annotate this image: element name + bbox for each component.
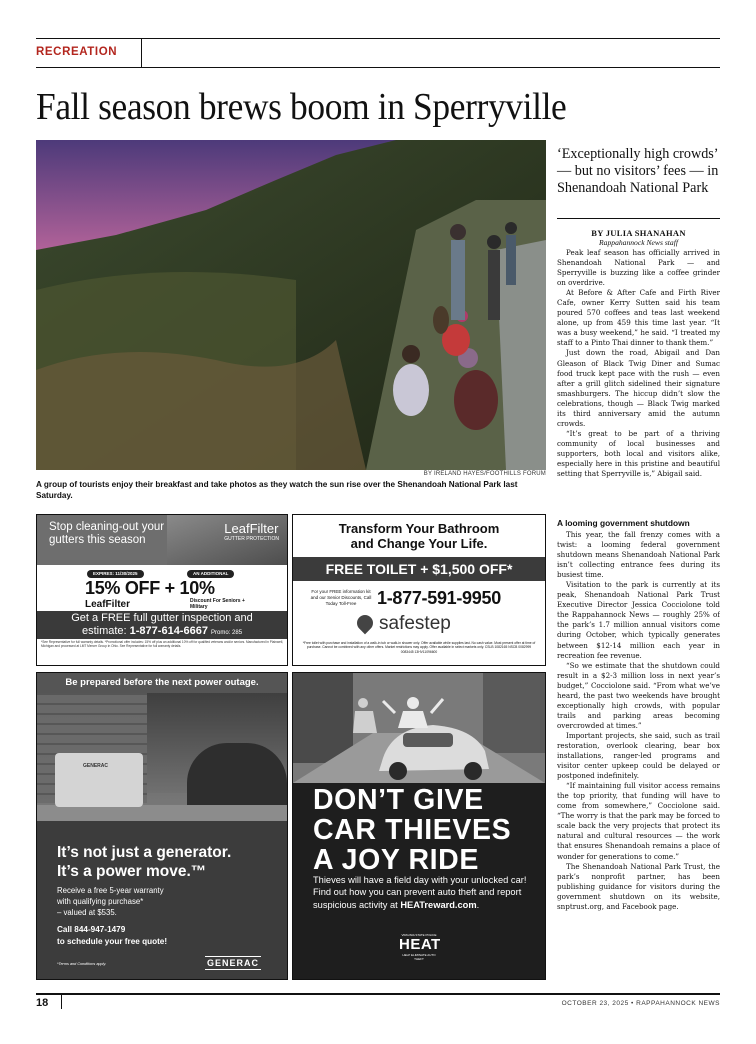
offer-text: 15% OFF + 10% xyxy=(85,578,215,598)
info-kit-note: For your FREE information kit and our Senior Discounts, Call Today Toll-Free xyxy=(310,589,372,606)
logo-top: VIRGINIA STATE POLICE xyxy=(401,933,437,937)
body-line: Receive a free 5-year warranty xyxy=(57,886,164,895)
cta-line: Get a FREE full gutter inspection and xyxy=(71,612,253,624)
ad-headline: Stop cleaning-out your gutters this season xyxy=(49,521,165,546)
section-label: RECREATION xyxy=(36,46,118,58)
offer-bar: FREE TOILET + $1,500 OFF* xyxy=(293,557,545,581)
ad-headline xyxy=(313,785,543,875)
byline: BY JULIA SHANAHAN xyxy=(591,228,686,238)
paragraph: Just down the road, Abigail and Dan Gleason of Black Twig Diner and Sumac food truck kept pace with the rush — even after a grill glitch sidelined their signature smashburgers. The hiccup didn’t slow the celebrations, though — Black Twig marked its third anniversary amid the autumn crowds. xyxy=(557,348,720,428)
discount-note: Discount For Seniors + Military xyxy=(190,598,245,610)
page-number: 18 xyxy=(36,997,49,1009)
additional-badge: AN ADDITIONAL xyxy=(187,570,234,578)
shrub xyxy=(187,743,287,811)
headline-line: A JOY RIDE xyxy=(313,844,479,876)
ad-banner: Be prepared before the next power outage. xyxy=(37,673,287,693)
cta-line: to schedule your free quote! xyxy=(57,937,168,946)
paragraph: Peak leaf season has officially arrived in Shenandoah National Park — and Sperryville is buzzing like a coffee grinder on overdrive. xyxy=(557,248,720,288)
ad-body xyxy=(57,885,267,918)
footer-rule xyxy=(36,993,720,995)
cta-line-2 xyxy=(37,625,287,640)
article-body-part1 xyxy=(557,248,720,513)
section-divider xyxy=(141,39,142,67)
safestep-ad[interactable] xyxy=(292,514,546,666)
phone-number[interactable]: Call 844-947-1479 xyxy=(57,925,126,934)
section-header xyxy=(36,38,720,68)
article-deck: ‘Exceptionally high crowds’ — but no visitors’ fees — in Shenandoah National Park xyxy=(557,146,719,196)
paragraph: “It’s great to be part of a thriving community of local businesses and supporters, both local and visitors alike, especially here in this pristine and beautiful setting that Sperryville is,” Abigail said. xyxy=(557,428,720,479)
generator-photo xyxy=(37,693,287,821)
body-line: with qualifying purchase* xyxy=(57,897,144,906)
fine-print: *Free toilet with purchase and installation of a walk-in tub or walk-in shower only. Offer available while supplies last. No cash value. Must present offer at time of purchase. Cannot be combined with any other offers. Market restrictions may apply. Offer available in select markets only. CSLB 1082165 NSCB 0082999 0083445 13HV11096600 xyxy=(302,641,536,654)
heat-ad[interactable] xyxy=(292,672,546,980)
safestep-logo xyxy=(357,613,451,635)
expiry-badge: EXPIRES: 11/30/2025 xyxy=(87,570,144,578)
footer-divider xyxy=(61,995,62,1009)
article-photo xyxy=(36,140,546,470)
ad-body xyxy=(313,874,533,911)
brand-name: LeafFilter xyxy=(85,599,131,610)
paragraph: The Shenandoah National Park Trust, the park’s nonprofit partner, has been publishing guidance for visitors during the government shutdown on its website, snptrust.org, and Facebook page. xyxy=(557,861,720,911)
phone-number[interactable]: 1-877-591-9950 xyxy=(377,588,501,608)
article-headline: Fall season brews boom in Sperryville xyxy=(36,86,567,128)
heat-website-link[interactable]: HEATreward.com xyxy=(400,899,477,910)
ad-title xyxy=(293,521,545,551)
terms-note: *Terms and Conditions apply. xyxy=(57,962,107,966)
generator-label: GENERAC xyxy=(83,763,109,769)
paragraph: Visitation to the park is currently at its peak, Shenandoah National Park Trust Executive Director Jessica Cocciolone told the Rappahannock News — roughly 25% of the park’s 1.7 million annual visitors come during October, which typically generates between $12-14 million each year in recreation fee revenue. xyxy=(557,580,720,660)
cta-prefix: estimate: xyxy=(81,625,127,637)
photo-caption: A group of tourists enjoy their breakfast and take photos as they watch the sun rise over the Shenandoah National Park last Saturday. xyxy=(36,480,518,500)
footer-dateline: OCTOBER 23, 2025 • RAPPAHANNOCK NEWS xyxy=(561,1000,720,1007)
ground xyxy=(37,805,287,821)
title-line: and Change Your Life. xyxy=(350,536,488,551)
body-line: – valued at $535. xyxy=(57,908,117,917)
fine-print: *See Representative for full warranty details. *Promotional offer includes: 15% off plus an additional 10% off for qualified veterans and/or seniors. Manufactured in Plainwell, Michigan and processed at LMT Mercer Group in Ohio. See Representative for full warranty details. xyxy=(41,640,284,648)
byline-divider xyxy=(557,218,720,219)
logo-text: LeafFilter xyxy=(224,521,279,536)
leaffilter-logo xyxy=(224,521,279,542)
article-subhead: A looming government shutdown xyxy=(557,518,690,528)
heat-logo xyxy=(399,933,439,961)
water-drop-icon xyxy=(354,612,377,635)
paragraph: Important projects, she said, such as trail restoration, overlook clearing, bear box installations, ranger-led programs and visitor center upkeep could be delayed or postponed indefinitely. xyxy=(557,730,720,781)
generac-ad[interactable] xyxy=(36,672,288,980)
logo-bottom: HELP ELIMINATE AUTO THEFT xyxy=(402,953,436,961)
logo-text: safestep xyxy=(379,613,451,634)
paragraph: At Before & After Cafe and Firth River Cafe, owner Kerry Sutten said his team poured 570 coffees and teas last weekend alone, up from 459 this time last year. “It was a busy weekend,” he said. “I treated my staff to a Pinto Thai dinner to thank them.” xyxy=(557,288,720,348)
car-chase-photo xyxy=(293,673,545,783)
body-punct: . xyxy=(476,899,480,910)
phone-number[interactable]: 1-877-614-6667 xyxy=(129,625,208,637)
headline-line: CAR THIEVES xyxy=(313,814,512,846)
logo-subtext: GUTTER PROTECTION xyxy=(224,536,279,542)
ad-subheadline: It’s a power move.™ xyxy=(57,863,207,880)
photo-credit: BY IRELAND HAYES/FOOTHILLS FORUM xyxy=(423,471,546,477)
ad-banner xyxy=(37,515,287,565)
paragraph: This year, the fall frenzy comes with a twist: a looming federal government shutdown means Shenandoah National Park isn’t collecting entrance fees during its busiest time. xyxy=(557,530,720,580)
ad-headline: It’s not just a generator. xyxy=(57,844,232,861)
leaffilter-ad[interactable] xyxy=(36,514,288,666)
paragraph: “So we estimate that the shutdown could result in a $2-3 million loss in next year’s budget,” Cocciolone said. “From what we’ve heard, the past two weekends have brought exceptionally high crowds, with popular trails and parking areas becoming overcrowded at times.” xyxy=(557,660,720,730)
generator-unit xyxy=(55,753,143,807)
promo-code: Promo: 285 xyxy=(211,630,243,636)
cta-bar xyxy=(37,611,287,639)
body-text: Thieves will have a field day with your unlocked car! Find out how you can prevent auto theft and report suspicious activity at xyxy=(313,875,527,910)
paragraph: “If maintaining full visitor access remains the top priority, that funding will have to come from somewhere,” Cocciolone said. “The worry is that the park may be forced to scale back the very projects that protect its natural and cultural resources — the work that ensures Shenandoah remains a place of wonder for generations to come.” xyxy=(557,781,720,861)
title-line: Transform Your Bathroom xyxy=(338,521,500,536)
call-to-action[interactable] xyxy=(57,924,267,948)
byline-affiliation: Rappahannock News staff xyxy=(599,238,678,247)
article-body-part2 xyxy=(557,530,720,990)
headline-line: DON’T GIVE xyxy=(313,784,484,816)
generac-logo: GENERAC xyxy=(207,958,260,968)
logo-text: HEAT xyxy=(399,936,441,953)
